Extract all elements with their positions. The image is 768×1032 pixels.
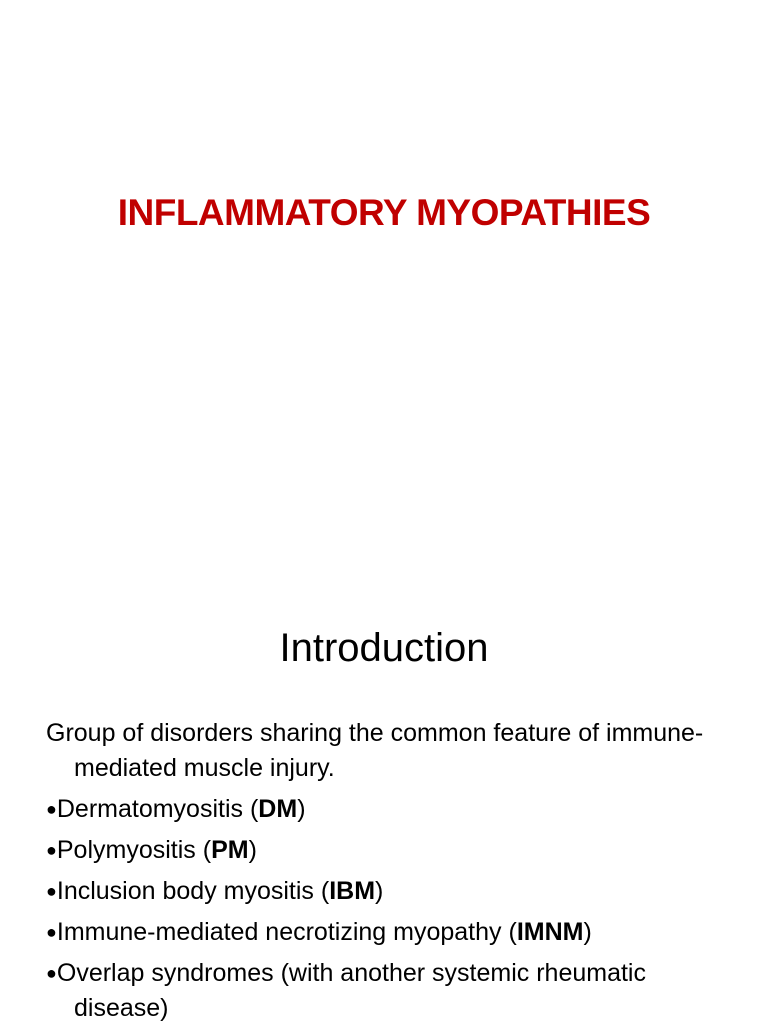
list-item-text: Inclusion body myositis (	[56, 877, 330, 905]
condition-list	[46, 792, 726, 1026]
list-item-inclusion-body-myositis	[46, 874, 726, 909]
slide-body	[46, 716, 726, 1032]
bullet-icon: ●	[46, 922, 57, 942]
list-item-text: Dermatomyositis (	[56, 795, 259, 823]
list-item-text: Immune-mediated necrotizing myopathy (	[56, 918, 517, 946]
list-item-close: )	[583, 918, 592, 946]
bullet-icon: ●	[46, 963, 57, 983]
list-item-imnm	[46, 915, 726, 950]
section-heading: Introduction	[279, 626, 489, 670]
list-item-close: )	[248, 836, 257, 864]
bullet-icon: ●	[46, 799, 57, 819]
list-item-polymyositis	[46, 833, 726, 868]
list-item-close: )	[297, 795, 306, 823]
list-item-abbr: DM	[258, 795, 298, 823]
list-item-abbr: IBM	[329, 877, 376, 905]
list-item-abbr: PM	[211, 836, 249, 864]
list-item-abbr: IMNM	[516, 918, 584, 946]
list-item-text: Polymyositis (	[56, 836, 212, 864]
list-item-dermatomyositis	[46, 792, 726, 827]
slide-title: INFLAMMATORY MYOPATHIES	[117, 192, 651, 233]
bullet-icon: ●	[46, 840, 57, 860]
intro-paragraph: Group of disorders sharing the common feature of immune-mediated muscle injury.	[46, 719, 704, 782]
list-item-close: )	[375, 877, 384, 905]
list-item-overlap-syndromes	[46, 956, 726, 1026]
bullet-icon: ●	[46, 881, 57, 901]
list-item-text: Overlap syndromes (with another systemic rheumatic disease)	[56, 959, 646, 1022]
